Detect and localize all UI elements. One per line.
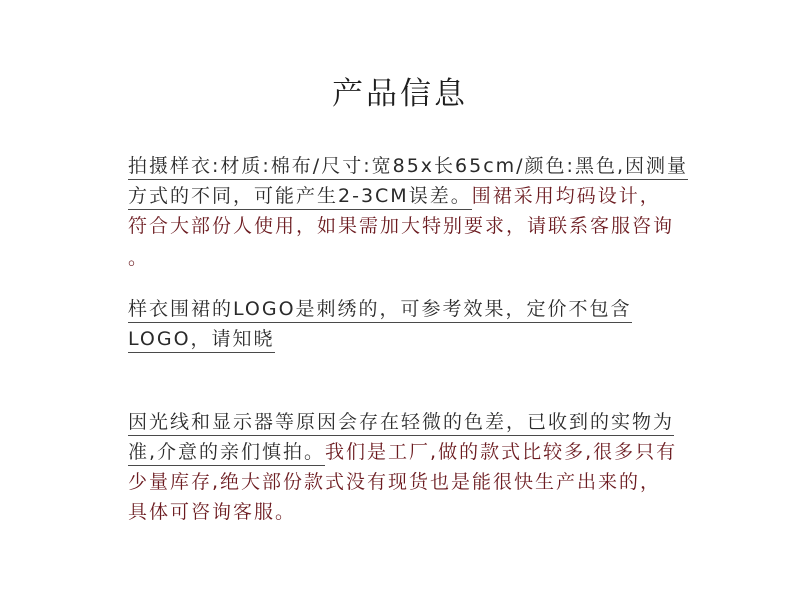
factory-note-text: 我们是工厂,做的款式比较多,很多只有: [325, 441, 678, 463]
block1-line1: [128, 154, 688, 178]
block3-line2: [128, 440, 677, 464]
block3-line1: [128, 410, 674, 434]
block3-line4: 具体可咨询客服。: [128, 501, 297, 523]
color-diff-text-2: 准,介意的亲们慎拍。: [128, 441, 325, 466]
material-size-text: 拍摄样衣:材质:棉布/尺寸:宽85x长65cm/颜色:黑色,因测量: [128, 155, 688, 180]
block1-line3: 符合大部份人使用，如果需加大特别要求，请联系客服咨询: [128, 215, 675, 237]
logo-note-text: 样衣围裙的LOGO是刺绣的，可参考效果，定价不包含: [128, 298, 632, 323]
block1-line2: [128, 184, 661, 208]
block3-line3: 少量库存,绝大部份款式没有现货也是能很快生产出来的，: [128, 471, 662, 493]
page-title: 产品信息: [332, 76, 468, 112]
color-diff-text: 因光线和显示器等原因会存在轻微的色差，已收到的实物为: [128, 411, 674, 436]
measurement-error-text: 方式的不同，可能产生2-3CM误差。: [128, 185, 472, 210]
logo-note-text-2: LOGO，请知晓: [128, 328, 275, 353]
block2-line1: [128, 297, 632, 321]
block1-line4: 。: [128, 247, 150, 269]
block2-line2: [128, 327, 275, 351]
size-note-text: 围裙采用均码设计，: [471, 185, 661, 207]
